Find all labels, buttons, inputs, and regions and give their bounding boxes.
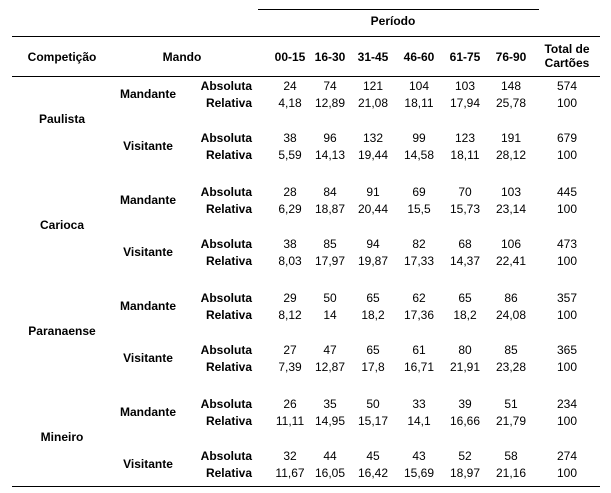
competicao-header: Competição: [27, 50, 97, 64]
table-cell: 132: [362, 131, 384, 145]
total-cell: 473: [556, 237, 578, 251]
table-cell: 5,59: [278, 148, 302, 162]
mando-label: Visitante: [123, 139, 173, 153]
measure-label: Relativa: [205, 466, 252, 480]
table-cell: 24,08: [495, 308, 527, 322]
measure-label: Relativa: [205, 308, 252, 322]
table-cell: 35: [323, 397, 337, 411]
period-col-header: 76-90: [495, 50, 527, 64]
total-header: Total de: [544, 42, 590, 56]
table-cell: 45: [366, 449, 380, 463]
table-cell: 43: [412, 449, 426, 463]
table-cell: 103: [454, 79, 476, 93]
table-cell: 15,69: [403, 466, 435, 480]
period-col-header: 00-15: [274, 50, 306, 64]
measure-label: Relativa: [205, 202, 252, 216]
table-cell: 65: [366, 343, 380, 357]
table-cell: 8,12: [278, 308, 302, 322]
table-cell: 148: [500, 79, 522, 93]
table-cell: 69: [412, 185, 426, 199]
table-cell: 50: [323, 291, 337, 305]
table-cell: 16,42: [357, 466, 389, 480]
table-cell: 19,44: [357, 148, 389, 162]
mando-label: Mandante: [119, 299, 177, 313]
table-cell: 17,8: [361, 360, 385, 374]
table-cell: 70: [458, 185, 472, 199]
total-cell: 100: [556, 414, 578, 428]
table-cell: 62: [412, 291, 426, 305]
mando-label: Visitante: [123, 351, 173, 365]
table-cell: 15,5: [407, 202, 431, 216]
total-cell: 679: [556, 131, 578, 145]
table-cell: 80: [458, 343, 472, 357]
table-cell: 14,13: [314, 148, 346, 162]
period-col-header: 61-75: [449, 50, 481, 64]
measure-label: Absoluta: [200, 397, 252, 411]
total-cell: 234: [556, 397, 578, 411]
table-cell: 7,39: [278, 360, 302, 374]
table-cell: 15,17: [357, 414, 389, 428]
measure-label: Relativa: [205, 96, 252, 110]
table-cell: 19,87: [357, 254, 389, 268]
measure-label: Absoluta: [200, 185, 252, 199]
competition-label: Paranaense: [28, 324, 96, 338]
table-cell: 6,29: [278, 202, 302, 216]
table-cell: 14,58: [403, 148, 435, 162]
total-cell: 445: [556, 185, 578, 199]
measure-label: Absoluta: [200, 343, 252, 357]
total-cell: 100: [556, 360, 578, 374]
measure-label: Absoluta: [200, 291, 252, 305]
table-cell: 94: [366, 237, 380, 251]
table-cell: 28,12: [495, 148, 527, 162]
measure-label: Absoluta: [200, 79, 252, 93]
total-cell: 574: [556, 79, 578, 93]
mando-header: Mando: [162, 50, 202, 64]
table-cell: 17,36: [403, 308, 435, 322]
table-cell: 15,73: [449, 202, 481, 216]
table-cell: 18,11: [404, 96, 434, 110]
period-col-header: 16-30: [314, 50, 346, 64]
total-cell: 100: [556, 254, 578, 268]
table-cell: 16,66: [449, 414, 481, 428]
table-cell: 14,1: [407, 414, 431, 428]
mando-label: Mandante: [119, 405, 177, 419]
table-cell: 11,11: [275, 414, 305, 428]
table-cell: 29: [283, 291, 297, 305]
table-cell: 14,37: [449, 254, 481, 268]
table-cell: 27: [283, 343, 297, 357]
measure-label: Relativa: [205, 148, 252, 162]
header-rule-bottom: [12, 76, 600, 77]
table-cell: 123: [454, 131, 476, 145]
table-cell: 38: [283, 131, 297, 145]
table-cell: 47: [323, 343, 337, 357]
period-header: Período: [370, 14, 416, 28]
table-cell: 191: [500, 131, 522, 145]
table-cell: 104: [408, 79, 430, 93]
table-cell: 16,71: [403, 360, 435, 374]
measure-label: Relativa: [205, 414, 252, 428]
table-cell: 26: [283, 397, 297, 411]
table-cell: 85: [504, 343, 518, 357]
measure-label: Relativa: [205, 254, 252, 268]
table-cell: 18,2: [453, 308, 477, 322]
table-cell: 85: [323, 237, 337, 251]
measure-label: Absoluta: [200, 449, 252, 463]
total-cell: 100: [556, 148, 578, 162]
table-cell: 18,2: [361, 308, 385, 322]
measure-label: Relativa: [205, 360, 252, 374]
total-cell: 365: [556, 343, 578, 357]
table-cell: 32: [283, 449, 297, 463]
table-cell: 96: [323, 131, 337, 145]
competition-label: Carioca: [39, 218, 85, 232]
table-cell: 18,11: [450, 148, 480, 162]
table-cell: 22,41: [495, 254, 527, 268]
table-cell: 91: [366, 185, 380, 199]
table-cell: 23,28: [495, 360, 527, 374]
table-cell: 82: [412, 237, 426, 251]
period-col-header: 46-60: [403, 50, 435, 64]
measure-label: Absoluta: [200, 131, 252, 145]
total-cell: 100: [556, 96, 578, 110]
table-cell: 11,67: [275, 466, 305, 480]
table-cell: 68: [458, 237, 472, 251]
total-header: Cartões: [544, 56, 590, 70]
table-cell: 50: [366, 397, 380, 411]
table-cell: 24: [283, 79, 297, 93]
table-cell: 106: [500, 237, 522, 251]
mando-label: Mandante: [119, 193, 177, 207]
table-cell: 4,18: [278, 96, 302, 110]
table-cell: 12,89: [314, 96, 346, 110]
table-cell: 44: [323, 449, 337, 463]
table-cell: 28: [283, 185, 297, 199]
table-cell: 12,87: [314, 360, 346, 374]
table-cell: 52: [458, 449, 472, 463]
mando-label: Visitante: [123, 245, 173, 259]
mando-label: Visitante: [123, 457, 173, 471]
table-cell: 18,87: [314, 202, 346, 216]
header-rule-top: [12, 36, 600, 37]
table-cell: 103: [500, 185, 522, 199]
total-cell: 100: [556, 202, 578, 216]
table-cell: 61: [412, 343, 426, 357]
table-cell: 21,91: [449, 360, 481, 374]
table-cell: 23,14: [495, 202, 527, 216]
table-cell: 25,78: [495, 96, 527, 110]
table-cell: 17,97: [314, 254, 346, 268]
table-cell: 39: [458, 397, 472, 411]
table-cell: 84: [323, 185, 337, 199]
table-cell: 21,79: [495, 414, 527, 428]
table-cell: 65: [366, 291, 380, 305]
total-cell: 100: [556, 308, 578, 322]
table-cell: 21,08: [357, 96, 389, 110]
table-cell: 17,94: [449, 96, 481, 110]
table-cell: 99: [412, 131, 426, 145]
table-cell: 20,44: [357, 202, 389, 216]
table-cell: 18,97: [449, 466, 481, 480]
table-cell: 86: [504, 291, 518, 305]
table-cell: 38: [283, 237, 297, 251]
table-cell: 65: [458, 291, 472, 305]
table-cell: 58: [504, 449, 518, 463]
table-cell: 51: [504, 397, 518, 411]
table-cell: 16,05: [314, 466, 346, 480]
total-cell: 100: [556, 466, 578, 480]
total-cell: 274: [556, 449, 578, 463]
table-cell: 8,03: [278, 254, 302, 268]
bottom-rule: [12, 486, 600, 487]
competition-label: Paulista: [38, 112, 86, 126]
table-cell: 14: [323, 308, 337, 322]
table-cell: 17,33: [403, 254, 435, 268]
measure-label: Absoluta: [200, 237, 252, 251]
table-cell: 74: [323, 79, 337, 93]
table-cell: 21,16: [495, 466, 527, 480]
top-rule: [258, 9, 539, 10]
mando-label: Mandante: [119, 87, 177, 101]
table-cell: 121: [362, 79, 384, 93]
competition-label: Mineiro: [40, 430, 84, 444]
table-cell: 33: [412, 397, 426, 411]
period-col-header: 31-45: [357, 50, 389, 64]
table-cell: 14,95: [314, 414, 346, 428]
total-cell: 357: [556, 291, 578, 305]
